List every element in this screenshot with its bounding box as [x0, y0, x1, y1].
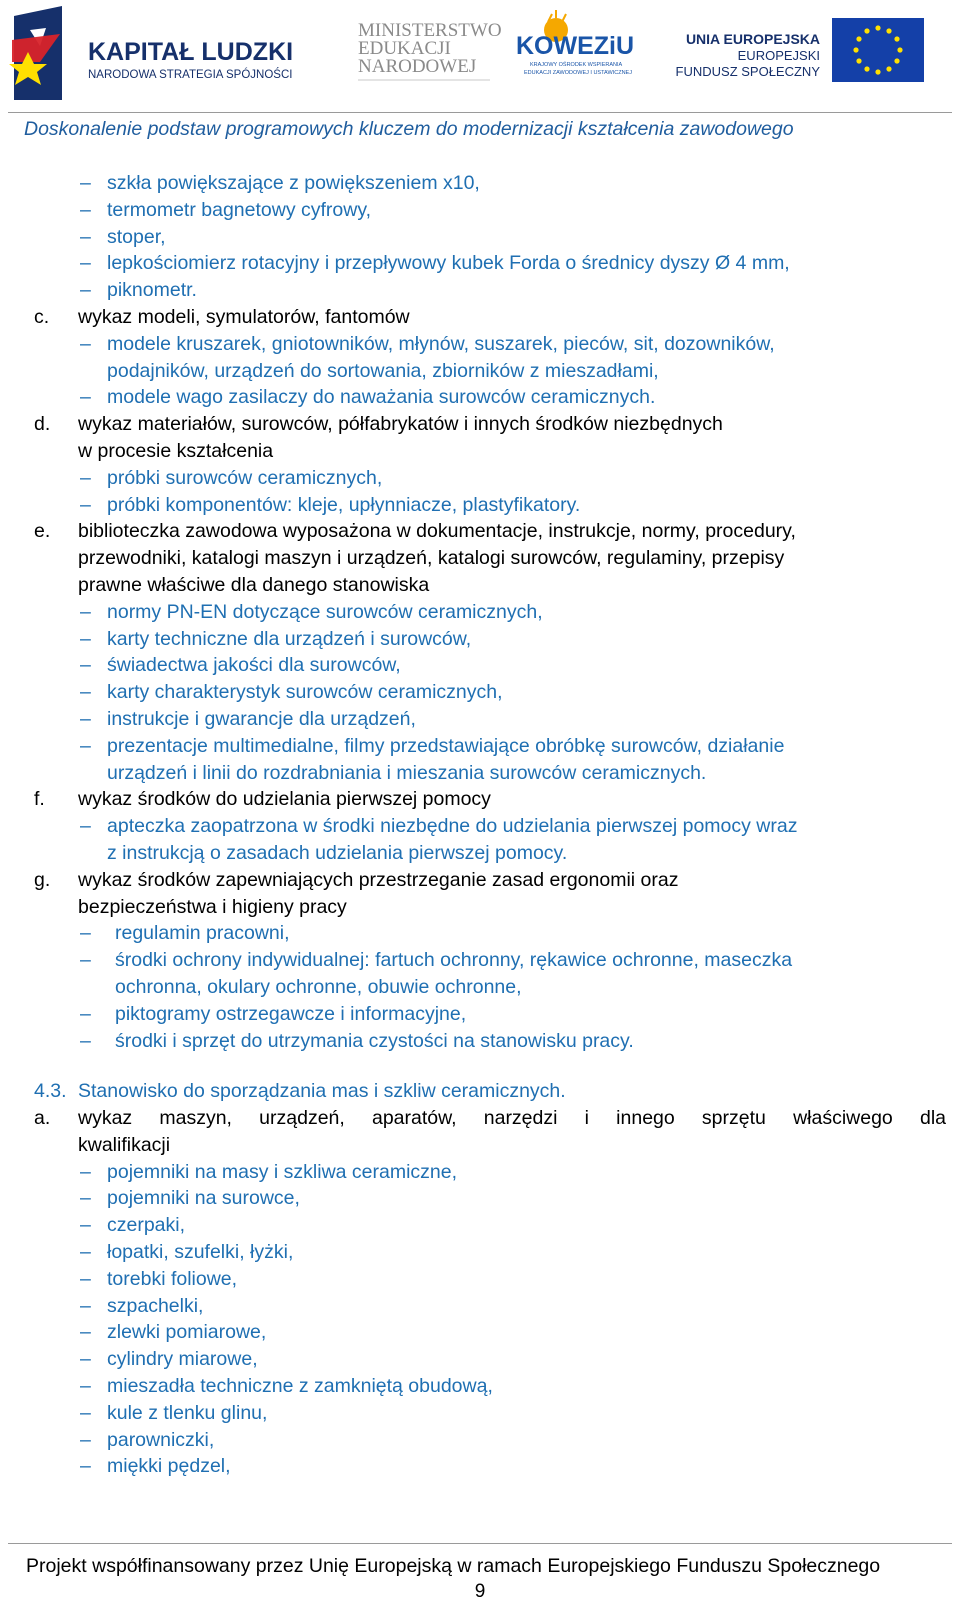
- dash-bullet: –: [80, 1428, 91, 1451]
- men-line-2: EDUKACJI: [358, 38, 451, 59]
- list-item: – kule z tlenku glinu,: [80, 1401, 268, 1424]
- list-item-continuation: podajników, urządzeń do sortowania, zbiorników z mieszadłami,: [107, 359, 659, 382]
- men-line-3: NARODOWEJ: [358, 56, 477, 77]
- list-item: – karty techniczne dla urządzeń i surowców,: [80, 627, 472, 650]
- list-item: – świadectwa jakości dla surowców,: [80, 654, 401, 677]
- section-g-heading-continuation: bezpieczeństwa i higieny pracy: [78, 895, 347, 918]
- list-item: – piktogramy ostrzegawcze i informacyjne,: [80, 1002, 467, 1025]
- list-item: – prezentacje multimedialne, filmy przedstawiające obróbkę surowców, działanie: [80, 734, 785, 757]
- list-item: – normy PN-EN dotyczące surowców ceramicznych,: [80, 600, 543, 623]
- dash-bullet: –: [80, 198, 91, 221]
- list-item: – pojemniki na masy i szkliwa ceramiczne,: [80, 1160, 458, 1183]
- list-item: – modele wago zasilaczy do naważania surowców ceramicznych.: [80, 386, 656, 409]
- section-4-3-heading: 4.3. Stanowisko do sporządzania mas i szkliw ceramicznych.: [34, 1080, 566, 1103]
- footer-text: Projekt współfinansowany przez Unię Europejską w ramach Europejskiego Funduszu Społecznego: [26, 1555, 881, 1577]
- list-item: – próbki surowców ceramicznych,: [80, 466, 383, 489]
- list-item: – czerpaki,: [80, 1214, 186, 1237]
- dash-bullet: –: [80, 279, 91, 302]
- section-f-heading: f. wykaz środków do udzielania pierwszej pomocy: [34, 788, 491, 811]
- dash-bullet: –: [80, 1029, 91, 1052]
- list-item: – zlewki pomiarowe,: [80, 1321, 267, 1344]
- list-item: – parowniczki,: [80, 1428, 215, 1451]
- section-e-heading-continuation: przewodniki, katalogi maszyn i urządzeń, katalogi surowców, regulaminy, przepisy: [78, 547, 785, 570]
- koweziu-name: KOWEZiU: [516, 32, 635, 60]
- dash-bullet: –: [80, 1375, 91, 1398]
- page-number: 9: [474, 1581, 486, 1602]
- dash-bullet: –: [80, 1321, 91, 1344]
- kl-title: KAPITAŁ LUDZKI: [88, 38, 294, 66]
- list-item: – regulamin pracowni,: [80, 922, 290, 945]
- list-item: – torebki foliowe,: [80, 1267, 238, 1290]
- footer-rule: [8, 1543, 952, 1544]
- dash-bullet: –: [80, 1294, 91, 1317]
- list-item: – miękki pędzel,: [80, 1455, 231, 1478]
- list-item: – instrukcje i gwarancje dla urządzeń,: [80, 707, 416, 730]
- list-item: – mieszadła techniczne z zamkniętą obudową,: [80, 1375, 493, 1398]
- ue-line-2: EUROPEJSKI: [737, 48, 820, 63]
- dash-bullet: –: [80, 466, 91, 489]
- men-logo: [358, 20, 502, 80]
- dash-bullet: –: [80, 734, 91, 757]
- ue-line-1: UNIA EUROPEJSKA: [685, 31, 820, 47]
- koweziu-sub-2: EDUKACJI ZAWODOWEJ I USTAWICZNEJ: [524, 70, 632, 76]
- list-item: – apteczka zaopatrzona w środki niezbędne do udzielania pierwszej pomocy wraz: [80, 815, 798, 838]
- list-item: – środki ochrony indywidualnej: fartuch ochronny, rękawice ochronne, maseczka: [80, 949, 793, 972]
- section-gap: [0, 1054, 960, 1078]
- list-item-continuation: z instrukcją o zasadach udzielania pierwszej pomocy.: [107, 841, 568, 864]
- list-item: – szpachelki,: [80, 1294, 204, 1317]
- section-e-heading-continuation: prawne właściwe dla danego stanowiska: [78, 573, 430, 596]
- eu-logo: [676, 18, 924, 82]
- dash-bullet: –: [80, 949, 91, 972]
- list-item: – pojemniki na surowce,: [80, 1187, 300, 1210]
- dash-bullet: –: [80, 172, 91, 194]
- list-item: – szkła powiększające z powiększeniem x10,: [80, 172, 480, 194]
- dash-bullet: –: [80, 1348, 91, 1371]
- dash-bullet: –: [80, 1187, 91, 1210]
- dash-bullet: –: [80, 627, 91, 650]
- dash-bullet: –: [80, 1401, 91, 1424]
- koweziu-sub-1: KRAJOWY OŚRODEK WSPIERANIA: [530, 62, 623, 68]
- dash-bullet: –: [80, 1241, 91, 1264]
- section-c-heading: c. wykaz modeli, symulatorów, fantomów: [34, 305, 410, 328]
- list-item: – karty charakterystyk surowców ceramicznych,: [80, 681, 503, 704]
- list-item: – łopatki, szufelki, łyżki,: [80, 1241, 294, 1264]
- dash-bullet: –: [80, 681, 91, 704]
- logo-bar: [0, 0, 960, 112]
- kl-subtitle: NARODOWA STRATEGIA SPÓJNOŚCI: [88, 69, 293, 81]
- dash-bullet: –: [80, 815, 91, 838]
- dash-bullet: –: [80, 332, 91, 355]
- list-item: – cylindry miarowe,: [80, 1348, 258, 1371]
- dash-bullet: –: [80, 1214, 91, 1237]
- dash-bullet: –: [80, 654, 91, 677]
- section-g-heading: g. wykaz środków zapewniających przestrzeganie zasad ergonomii oraz: [34, 868, 679, 891]
- list-item-continuation: urządzeń i linii do rozdrabniania i mieszania surowców ceramicznych.: [107, 761, 707, 784]
- dash-bullet: –: [80, 1002, 91, 1025]
- dash-bullet: –: [80, 922, 91, 945]
- list-item: – termometr bagnetowy cyfrowy,: [80, 198, 372, 221]
- document-body: [0, 170, 960, 1480]
- dash-bullet: –: [80, 1267, 91, 1290]
- section-d-heading-continuation: w procesie kształcenia: [78, 439, 274, 462]
- dash-bullet: –: [80, 252, 91, 275]
- dash-bullet: –: [80, 1455, 91, 1478]
- section-d-heading: d. wykaz materiałów, surowców, półfabrykatów i innych środków niezbędnych: [34, 413, 723, 436]
- dash-bullet: –: [80, 386, 91, 409]
- section-a-heading-continuation: kwalifikacji: [78, 1133, 171, 1156]
- list-item: – stoper,: [80, 225, 166, 248]
- section-e-heading: e. biblioteczka zawodowa wyposażona w dokumentacje, instrukcje, normy, procedury,: [34, 520, 796, 543]
- dash-bullet: –: [80, 1160, 91, 1183]
- list-item: – próbki komponentów: kleje, upłynniacze, plastyfikatory.: [80, 493, 581, 516]
- list-item: – lepkościomierz rotacyjny i przepływowy kubek Forda o średnicy dyszy Ø 4 mm,: [80, 252, 790, 275]
- section-a-heading: a. wykaz maszyn, urządzeń, aparatów, narzędzi i innego sprzętu właściwego dla: [34, 1107, 946, 1130]
- list-item: – środki i sprzęt do utrzymania czystości na stanowisku pracy.: [80, 1029, 634, 1052]
- list-item: – piknometr.: [80, 279, 197, 302]
- dash-bullet: –: [80, 600, 91, 623]
- men-line-1: MINISTERSTWO: [358, 20, 502, 41]
- dash-bullet: –: [80, 707, 91, 730]
- list-item-continuation: ochronna, okulary ochronne, obuwie ochronne,: [115, 975, 522, 998]
- ue-line-3: FUNDUSZ SPOŁECZNY: [675, 64, 820, 79]
- header-rule: [8, 112, 952, 113]
- kapital-ludzki-logo: [9, 6, 293, 100]
- dash-bullet: –: [80, 225, 91, 248]
- document-title: Doskonalenie podstaw programowych kluczem do modernizacji kształcenia zawodowego: [24, 118, 794, 140]
- dash-bullet: –: [80, 493, 91, 516]
- list-item: – modele kruszarek, gniotowników, młynów, suszarek, pieców, sit, dozowników,: [80, 332, 775, 355]
- koweziu-logo: [516, 10, 634, 76]
